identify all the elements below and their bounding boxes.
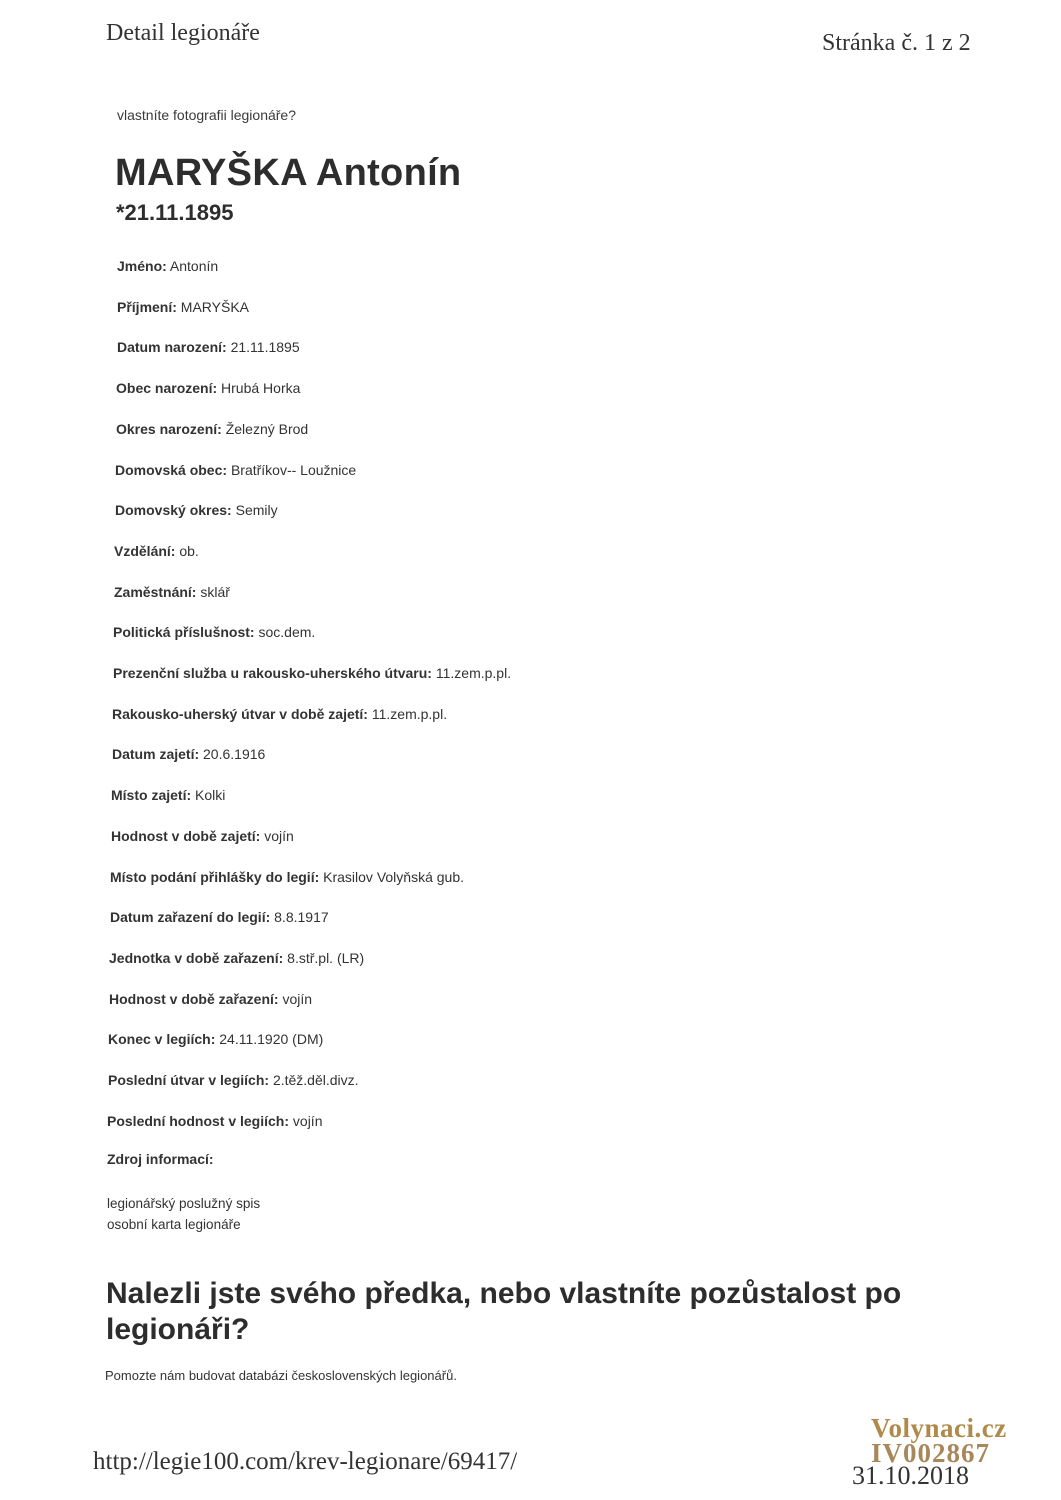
field-label: Politická příslušnost: xyxy=(113,624,255,640)
field-value: Kolki xyxy=(195,787,226,803)
field-value: 24.11.1920 (DM) xyxy=(219,1031,324,1047)
field-value: MARYŠKA xyxy=(180,299,250,315)
field-row xyxy=(116,380,300,396)
field-label: Vzdělání: xyxy=(114,543,176,559)
field-label: Zaměstnání: xyxy=(114,584,197,600)
field-label: Jméno: xyxy=(117,258,167,274)
page-header-title: Detail legionáře xyxy=(106,20,260,46)
field-value: ob. xyxy=(179,543,199,559)
field-value: 8.8.1917 xyxy=(274,909,329,925)
legionary-birth-date: *21.11.1895 xyxy=(116,200,234,225)
sources-list xyxy=(107,1193,260,1235)
field-row xyxy=(117,339,300,355)
field-row xyxy=(109,991,312,1007)
field-row xyxy=(117,299,249,315)
field-label: Místo zajetí: xyxy=(111,787,192,803)
field-row xyxy=(108,1031,323,1047)
field-label: Prezenční služba u rakousko-uherského útvaru: xyxy=(113,665,432,681)
field-row xyxy=(111,787,225,803)
field-row xyxy=(110,909,329,925)
field-value: vojín xyxy=(264,828,294,844)
field-label: Poslední útvar v legiích: xyxy=(108,1072,270,1088)
field-label: Místo podání přihlášky do legií: xyxy=(110,869,320,885)
print-date: 31.10.2018 xyxy=(852,1461,969,1490)
field-label: Poslední hodnost v legiích: xyxy=(107,1113,290,1129)
field-row xyxy=(114,543,199,559)
source-item: legionářský poslužný spis xyxy=(107,1196,261,1211)
field-row xyxy=(115,462,356,478)
field-label: Hodnost v době zajetí: xyxy=(111,828,261,844)
field-value: sklář xyxy=(200,584,230,600)
field-row xyxy=(111,828,294,844)
field-label: Rakousko-uherský útvar v době zajetí: xyxy=(112,706,368,722)
field-value: vojín xyxy=(292,1113,323,1129)
page-number: Stránka č. 1 z 2 xyxy=(822,30,971,56)
field-value: 11.zem.p.pl. xyxy=(371,706,448,722)
archive-stamp-id: IV002867 xyxy=(871,1438,991,1468)
field-label: Datum zajetí: xyxy=(112,746,200,762)
field-label: Domovský okres: xyxy=(115,502,232,518)
field-row xyxy=(115,502,278,518)
field-value: 11.zem.p.pl. xyxy=(435,665,512,681)
field-row xyxy=(114,584,230,600)
field-value: 21.11.1895 xyxy=(230,339,300,355)
field-row xyxy=(110,869,464,885)
field-value: soc.dem. xyxy=(258,624,316,640)
field-label: Příjmení: xyxy=(117,299,177,315)
cta-text: Pomozte nám budovat databázi československých legionářů. xyxy=(105,1368,457,1383)
field-value: Hrubá Horka xyxy=(221,380,301,396)
field-value: vojín xyxy=(282,991,313,1007)
field-row xyxy=(116,421,308,437)
field-value: 2.těž.děl.divz. xyxy=(272,1072,359,1088)
field-label: Domovská obec: xyxy=(115,462,228,478)
field-row xyxy=(112,746,265,762)
field-label: Konec v legiích: xyxy=(108,1031,216,1047)
field-value: 20.6.1916 xyxy=(203,746,266,762)
field-label: Obec narození: xyxy=(116,380,218,396)
field-label: Hodnost v době zařazení: xyxy=(109,991,279,1007)
sources-heading: Zdroj informací: xyxy=(107,1151,214,1167)
field-label: Datum narození: xyxy=(117,339,227,355)
source-item: osobní karta legionáře xyxy=(107,1217,241,1232)
field-label: Okres narození: xyxy=(116,421,222,437)
field-row xyxy=(108,1072,359,1088)
field-value: Železný Brod xyxy=(225,421,309,437)
field-row xyxy=(113,624,315,640)
field-row xyxy=(109,950,364,966)
field-label: Jednotka v době zařazení: xyxy=(109,950,284,966)
page-url: http://legie100.com/krev-legionare/69417/ xyxy=(93,1448,518,1475)
field-row xyxy=(107,1113,322,1129)
legionary-name: MARYŠKA Antonín xyxy=(115,152,462,194)
field-row xyxy=(112,706,447,722)
archive-stamp-site: Volynaci.cz xyxy=(871,1413,1007,1443)
field-value: Krasilov Volyňská gub. xyxy=(323,869,464,885)
cta-title: Nalezli jste svého předka, nebo vlastníte pozůstalost po legionáři? xyxy=(106,1277,902,1346)
photo-question-link[interactable]: vlastníte fotografii legionáře? xyxy=(117,107,296,123)
field-row xyxy=(117,258,218,274)
field-value: Bratříkov-- Loužnice xyxy=(230,462,357,478)
field-label: Datum zařazení do legií: xyxy=(110,909,271,925)
field-row xyxy=(113,665,511,681)
field-value: Antonín xyxy=(169,258,219,274)
field-value: Semily xyxy=(235,502,278,518)
field-value: 8.stř.pl. (LR) xyxy=(287,950,365,966)
